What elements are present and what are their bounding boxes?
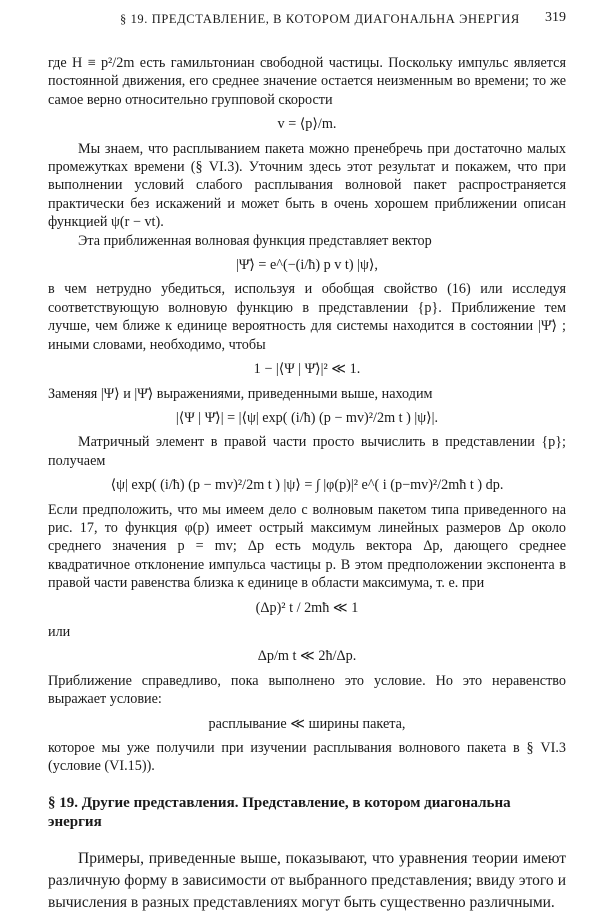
paragraph-examples: Примеры, приведенные выше, показывают, что уравнения теории имеют различную форму в зависимости от выбранного представления; ввиду этого и вычисления в разных представлениях могут быть существенно различными. xyxy=(48,849,566,911)
formula-condition: 1 − |⟨Ψ | Ψ̄⟩|² ≪ 1. xyxy=(253,361,361,378)
paragraph-hamiltonian: где H ≡ p²/2m есть гамильтониан свободной частицы. Поскольку импульс является постоянной движения, его среднее значение остается неизменным во времени; то же самое верно относительно групповой скорости xyxy=(48,55,566,108)
paragraph-spreading: Мы знаем, что расплыванием пакета можно пренебречь при достаточно малых промежутках времени (§ VI.3). Уточним здесь этот результат и покажем, что при выполнении условий слабого расплывания волновой пакет распространяется практически без искажений и может быть в очень хорошем приближении описан функцией ψ(r − vt). xyxy=(48,140,566,231)
paragraph-validity: Приближение справедливо, пока выполнено это условие. Но это неравенство выражает условие: xyxy=(48,672,566,708)
paragraph-verification: в чем нетрудно убедиться, используя и обобщая свойство (16) или исследуя соответствующую волновую функцию в представлении {p}. Приближение тем лучше, чем ближе к единице вероятность для системы находится в состоянии |Ψ̄⟩ ; иными словами, необходимо, чтобы xyxy=(48,281,566,353)
paragraph-replacing: Заменяя |Ψ⟩ и |Ψ̄⟩ выражениями, приведенными выше, находим xyxy=(48,385,433,402)
formula-overlap: |⟨Ψ | Ψ̄⟩| = |⟨ψ| exp( (i/ħ) (p − mv)²/2m t ) |ψ⟩|. xyxy=(175,409,439,426)
paragraph-matrix-element: Матричный элемент в правой части просто вычислить в представлении {p}; получаем xyxy=(48,434,566,469)
running-header xyxy=(40,8,566,30)
section-heading: § 19. Другие представления. Представление, в котором диагональна энергия xyxy=(48,794,511,830)
formula-integral: ⟨ψ| exp( (i/ħ) (p − mv)²/2m t ) |ψ⟩ = ∫ |φ(p)|² e^( i (p−mv)²/2mħ t ) dp. xyxy=(110,477,504,494)
paragraph-assumption: Если предположить, что мы имеем дело с волновым пакетом типа приведенного на рис. 17, то функция φ(p) имеет острый максимум линейных размеров Δp около среднего значения p = mv; Δp есть модуль вектора Δp, дающего среднее квадратичное отклонение импульса частицы p. В этом предположении экспонента в правой части равенства близка к единице в области максимума, т. е. при xyxy=(48,501,566,592)
formula-spreading-condition: расплывание ≪ ширины пакета, xyxy=(208,715,406,732)
page-number: 319 xyxy=(545,10,566,25)
formula-approx-vector: |Ψ̄⟩ = e^(−(i/ħ) p v t) |ψ⟩, xyxy=(236,257,378,274)
formula-inequality-1: (Δp)² t / 2mħ ≪ 1 xyxy=(255,599,359,616)
formula-group-velocity: v = ⟨p⟩/m. xyxy=(277,116,337,133)
page-body xyxy=(48,54,566,914)
paragraph-reference: которое мы уже получили при изучении расплывания волнового пакета в § VI.3 (условие (VI.15)). xyxy=(48,740,566,775)
formula-inequality-2: Δp/m t ≪ 2ħ/Δp. xyxy=(257,648,357,665)
running-title: § 19. ПРЕДСТАВЛЕНИЕ, В КОТОРОМ ДИАГОНАЛЬНА ЭНЕРГИЯ xyxy=(120,12,520,26)
paragraph-approx-function: Эта приближенная волновая функция представляет вектор xyxy=(78,232,432,249)
or-word: или xyxy=(48,623,71,640)
